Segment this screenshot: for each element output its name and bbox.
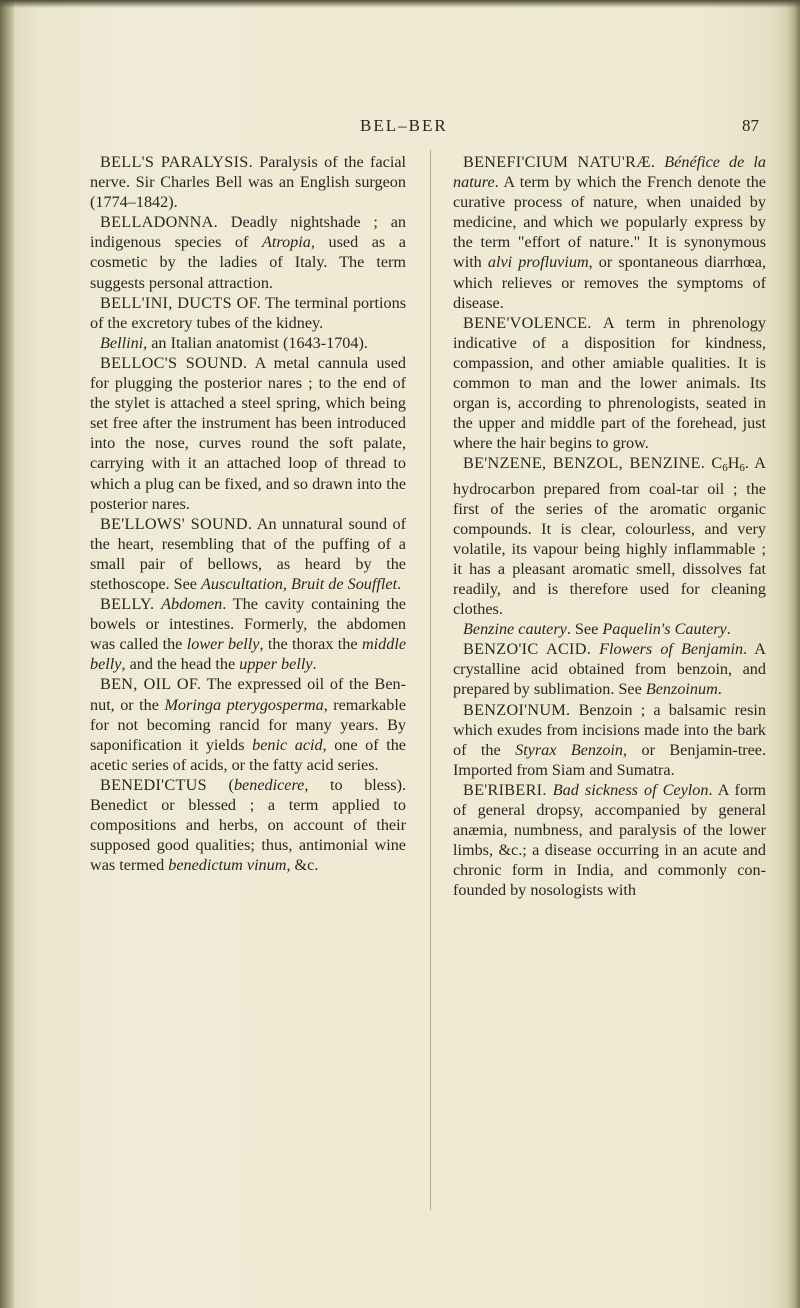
- entry-text: [591, 640, 599, 658]
- page-number: 87: [742, 116, 759, 135]
- entry-text: Deadly nightshade ; an indigenous species of: [90, 213, 406, 252]
- italic-term: lower belly: [186, 635, 260, 654]
- entry-text: .: [726, 620, 731, 639]
- entry-headword: BENEDI'CTUS: [100, 775, 207, 794]
- italic-term: Benzine cautery: [463, 620, 567, 639]
- italic-term: Paquelin's Cautery: [602, 620, 727, 639]
- italic-term: Auscultation, Bruit de Soufflet: [201, 574, 398, 593]
- entry-text: . The cavity containing the bowels or intestines. Formerly, the abdomen was called the: [90, 595, 406, 654]
- entry-text: The terminal portions of the excretory tubes of the kidney.: [90, 293, 407, 332]
- italic-term: Flowers of Benjamin: [599, 640, 744, 659]
- entry-headword: BELLOC'S SOUND.: [100, 353, 248, 372]
- book-binding-shadow: [0, 0, 14, 1308]
- entry-text: . A hydrocarbon prepared from coal-tar oil ; the first of the series of the aromatic organic compounds. It is clear, colourless, and very volatile, its vapour being highly inflammable ; it has a pleasant aromatic smell, dissolves fat readily, and is therefore used for cleaning clothes.: [453, 454, 766, 619]
- italic-term: Bénéfice de la nature: [453, 153, 766, 192]
- italic-term: Moringa pterygosperma: [164, 695, 324, 714]
- dictionary-entry: [453, 639, 766, 699]
- entry-headword: BENZO'IC ACID.: [463, 640, 592, 659]
- entry-text: , to bless). Benedict or blessed ; a term applied to compositions and herbs, on account of their supposed good qualities; thus, antimonial wine was termed: [90, 775, 407, 875]
- entry-text: , used as a cosmetic by the ladies of Italy. The term suggests personal attraction.: [90, 233, 406, 292]
- left-column: [90, 152, 406, 875]
- entry-headword: BE'NZENE, BENZOL, BENZINE.: [463, 454, 706, 473]
- entry-headword: BENEFI'CIUM NATU'RÆ.: [463, 153, 656, 171]
- entry-text: A term in phrenology indicative of a disposition for kindness, compassion, and other amiable qualities. It is common to man and the lower animals. Its organ is, according to phrenologists, seated in the upper and middle part of the forehead, just where the hair begins to grow.: [453, 313, 766, 453]
- italic-term: Benzoinum: [645, 680, 718, 699]
- entry-headword: BELL'INI, DUCTS OF.: [100, 293, 261, 312]
- dictionary-entry: [453, 619, 766, 639]
- entry-text: .: [717, 680, 722, 699]
- italic-term: alvi profluvium: [487, 253, 589, 272]
- entry-text: . A term by which the French denote the curative process of nature, when unaided by medicine, and which we popularly express by the term "effort of nature." It is synonymous with: [453, 173, 766, 272]
- dictionary-entry: [453, 780, 766, 901]
- entry-headword: BELLADONNA.: [100, 213, 218, 232]
- right-column: [453, 152, 766, 900]
- italic-term: upper belly: [239, 655, 313, 674]
- top-edge-shadow: [0, 0, 800, 8]
- dictionary-entry: [453, 453, 766, 619]
- entry-text: .: [312, 655, 317, 674]
- entry-headword: BELLY.: [100, 595, 155, 614]
- entry-text: .: [397, 574, 402, 593]
- dictionary-entry: [90, 674, 406, 774]
- entry-text: . A form of general dropsy, accompanied by general anæmia, numbness, and paralysis of the lower limbs, &c.; a disease occurring in an acute and chronic form in India, and commonly confounded by nosologists with: [453, 780, 767, 900]
- entry-text: , one of the acetic series of acids, or the fatty acid series.: [90, 735, 406, 774]
- dictionary-entry: [453, 700, 766, 780]
- dictionary-entry: [90, 353, 406, 514]
- entry-text: Paralysis of the facial nerve. Sir Charles Bell was an English surgeon (1774–1842).: [90, 153, 407, 212]
- italic-term: Abdomen: [161, 595, 223, 614]
- running-head: BEL–BER: [360, 116, 448, 135]
- italic-term: benic acid: [252, 735, 323, 754]
- dictionary-entry: [90, 293, 406, 333]
- entry-text: , or spontaneous diarrhœa, which relieves or removes the symptoms of disease.: [453, 253, 767, 312]
- dictionary-entry: [453, 152, 766, 313]
- dictionary-entry: [90, 152, 406, 212]
- entry-headword: BEN, OIL OF.: [100, 675, 202, 694]
- entry-text: , &c.: [286, 856, 319, 875]
- italic-term: Bellini: [100, 333, 144, 352]
- entry-text: C: [705, 454, 723, 473]
- entry-text: , remarkable for not becoming rancid for many years. By saponification it yields: [90, 695, 407, 754]
- dictionary-entry: [90, 594, 406, 674]
- entry-headword: BENE'VOLENCE.: [463, 313, 592, 332]
- italic-term: Styrax Benzoin: [515, 740, 624, 759]
- entry-text: (: [206, 775, 234, 794]
- entry-text: , an Italian anatomist (1643-1704).: [143, 333, 368, 352]
- entry-text: , and the head the: [121, 655, 240, 674]
- entry-text: , the thorax the: [259, 635, 362, 654]
- entry-headword: BELL'S PARALYSIS.: [100, 153, 253, 171]
- dictionary-entry: [90, 333, 406, 353]
- dictionary-entry: [90, 775, 406, 875]
- column-divider: [430, 150, 431, 1210]
- dictionary-entry: [90, 514, 406, 594]
- entry-text: . A crystalline acid obtained from benzoin, and prepared by sublimation. See: [453, 640, 766, 699]
- entry-text: , or Benjamin-tree. Imported from Siam and Sumatra.: [453, 740, 767, 779]
- entry-text: A metal cannula used for plugging the posterior nares ; to the end of the stylet is attached a steel spring, which being set free after the instrument has been introduced into the nose, curves round the soft palate, carrying with it an attached loop of thread to which a plug can be fixed, and so drawn into the posterior nares.: [90, 353, 406, 513]
- entry-text: Benzoin ; a balsamic resin which exudes from incisions made into the bark of the: [453, 700, 766, 759]
- italic-term: Atropia: [262, 233, 311, 252]
- italic-term: middle belly: [90, 635, 407, 674]
- dictionary-entry: [453, 313, 766, 454]
- entry-headword: BE'RIBERI.: [463, 780, 547, 799]
- dictionary-entry: [90, 212, 406, 292]
- entry-headword: BE'LLOWS' SOUND.: [100, 514, 253, 533]
- entry-text: [655, 153, 664, 171]
- subscript: 6: [722, 462, 728, 475]
- italic-term: benedictum vinum: [168, 856, 287, 875]
- entry-text: H: [727, 454, 740, 473]
- page-edge-shadow: [778, 0, 800, 1308]
- italic-term: benedicere: [233, 775, 305, 794]
- entry-text: An unnatural sound of the heart, resembling that of the puffing of a small pair of bellows, as heard by the stethoscope. See: [90, 514, 406, 593]
- entry-headword: BENZOI'NUM.: [463, 700, 571, 719]
- entry-text: . See: [566, 620, 603, 639]
- italic-term: Bad sickness of Ceylon: [552, 780, 709, 799]
- subscript: 6: [739, 462, 745, 475]
- entry-text: The expressed oil of the Ben-nut, or the: [90, 675, 406, 714]
